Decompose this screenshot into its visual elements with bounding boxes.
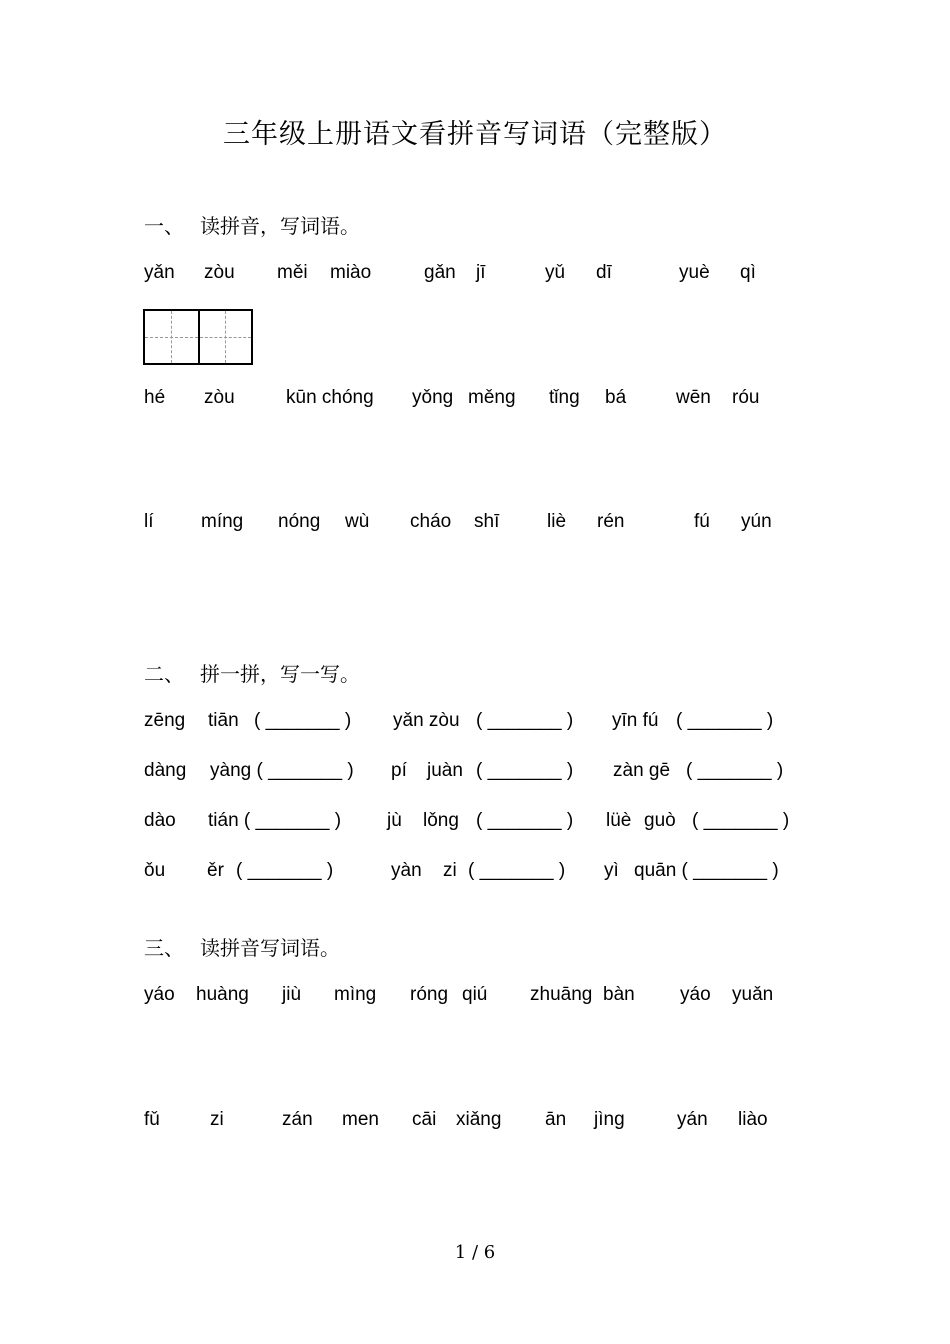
pinyin: yǒng [412, 387, 454, 408]
pinyin: qiú [462, 984, 488, 1005]
pinyin: mìng [334, 984, 377, 1005]
answer-blank[interactable]: ( _______ ) [676, 710, 774, 731]
answer-blank[interactable]: ( _______ ) [236, 860, 334, 881]
pinyin: ěr [207, 860, 224, 881]
pinyin: yǎn [144, 262, 175, 283]
pinyin: cháo [410, 511, 452, 532]
pinyin: zàn gē [613, 760, 671, 781]
writing-cell[interactable] [145, 311, 198, 363]
pinyin: zán [282, 1109, 313, 1130]
pinyin: liào [738, 1109, 768, 1130]
answer-blank[interactable]: ( _______ ) [686, 760, 784, 781]
pinyin: bá [605, 387, 627, 408]
section-3-heading [144, 932, 340, 961]
section-number: 三、 [144, 936, 184, 960]
pinyin: guò [644, 810, 676, 831]
writing-cell[interactable] [198, 311, 251, 363]
pinyin: huàng [196, 984, 249, 1005]
section-number: 一、 [144, 214, 184, 238]
pinyin: měi [277, 262, 308, 283]
writing-grid[interactable] [143, 309, 253, 365]
pinyin: zhuāng [530, 984, 593, 1005]
pinyin: juàn [427, 760, 463, 781]
answer-blank[interactable]: ( _______ ) [476, 710, 574, 731]
pinyin: qì [740, 262, 756, 283]
page-number: 1 / 6 [454, 1242, 496, 1263]
pinyin: dàng [144, 760, 187, 781]
pinyin: fú [694, 511, 710, 532]
pinyin: kūn chóng [286, 387, 374, 408]
pinyin: dī [596, 262, 612, 283]
pinyin: ān [545, 1109, 567, 1130]
pinyin: měng [468, 387, 516, 408]
pinyin: zēng [144, 710, 186, 731]
section-title: 读拼音写词语。 [200, 936, 340, 960]
pinyin: yǔ [545, 262, 566, 283]
pinyin: yán [677, 1109, 708, 1130]
pinyin: jiù [282, 984, 302, 1005]
answer-blank[interactable]: ( _______ ) [476, 760, 574, 781]
pinyin: róng [410, 984, 449, 1005]
pinyin: bàn [603, 984, 635, 1005]
section-1-heading [144, 210, 360, 239]
pinyin: wēn [676, 387, 711, 408]
pinyin: lüè [606, 810, 632, 831]
pinyin: shī [474, 511, 500, 532]
pinyin: yīn fú [612, 710, 659, 731]
pinyin: yuǎn [732, 984, 774, 1005]
section-title: 拼一拼，写一写。 [200, 662, 360, 686]
pinyin: yǎn zòu [393, 710, 460, 731]
pinyin: róu [732, 387, 760, 408]
pinyin: men [342, 1109, 379, 1130]
section-2-heading [144, 658, 360, 687]
answer-blank[interactable]: ( _______ ) [468, 860, 566, 881]
pinyin: yì [604, 860, 619, 881]
pinyin: liè [547, 511, 567, 532]
answer-blank[interactable]: ( _______ ) [476, 810, 574, 831]
section-number: 二、 [144, 662, 184, 686]
pinyin-with-blank[interactable]: tián ( _______ ) [208, 810, 342, 831]
pinyin: yuè [679, 262, 710, 283]
page-title: 三年级上册语文看拼音写词语（完整版） [223, 119, 727, 150]
pinyin: gǎn [424, 262, 456, 283]
pinyin: zi [210, 1109, 224, 1130]
pinyin: hé [144, 387, 166, 408]
pinyin: dào [144, 810, 176, 831]
pinyin: cāi [412, 1109, 437, 1130]
pinyin: yáo [144, 984, 175, 1005]
pinyin: tiān [208, 710, 239, 731]
pinyin: tǐng [549, 387, 580, 408]
pinyin: zòu [204, 262, 235, 283]
pinyin-with-blank[interactable]: yàng ( _______ ) [210, 760, 354, 781]
answer-blank[interactable]: ( _______ ) [254, 710, 352, 731]
pinyin: zòu [204, 387, 235, 408]
pinyin: jù [387, 810, 402, 831]
pinyin: ǒu [144, 860, 166, 881]
pinyin: wù [345, 511, 370, 532]
pinyin: nóng [278, 511, 321, 532]
pinyin: yáo [680, 984, 711, 1005]
pinyin: fǔ [144, 1109, 160, 1130]
pinyin-with-blank[interactable]: quān ( _______ ) [634, 860, 779, 881]
pinyin: míng [201, 511, 244, 532]
pinyin: miào [330, 262, 372, 283]
pinyin: jī [476, 262, 486, 283]
answer-blank[interactable]: ( _______ ) [692, 810, 790, 831]
pinyin: yàn [391, 860, 422, 881]
pinyin: xiǎng [456, 1109, 502, 1130]
section-title: 读拼音，写词语。 [200, 214, 360, 238]
pinyin: rén [597, 511, 625, 532]
pinyin: jìng [594, 1109, 625, 1130]
pinyin: lǒng [423, 810, 459, 831]
pinyin: lí [144, 511, 154, 532]
pinyin: pí [391, 760, 407, 781]
pinyin: yún [741, 511, 772, 532]
pinyin: zi [443, 860, 457, 881]
